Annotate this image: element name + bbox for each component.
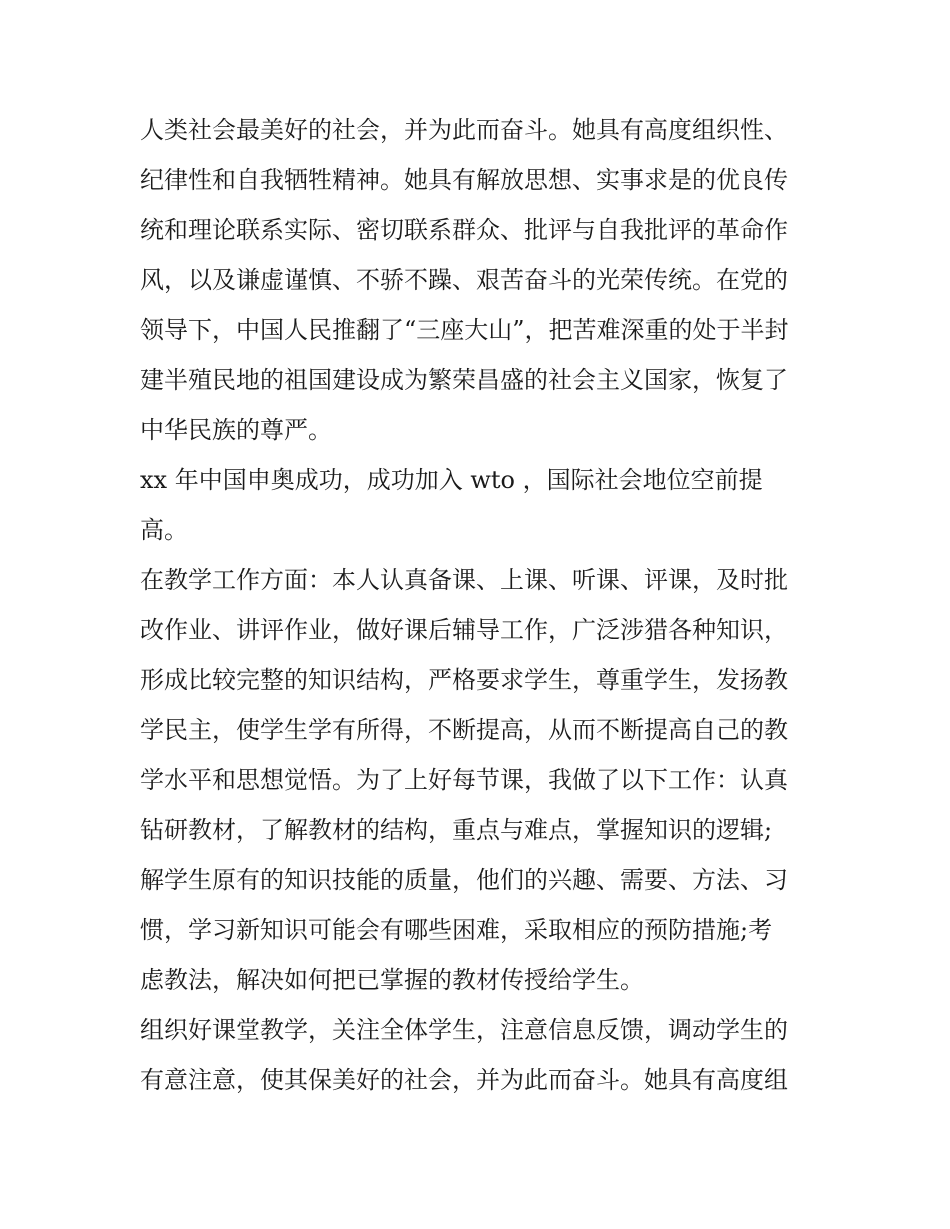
paragraph-4 [140,1005,830,1105]
document-body [140,105,830,1105]
text-line: xx 年中国申奥成功，成功加入 wto ，国际社会地位空前提 [140,466,763,494]
text-line: 解学生原有的知识技能的质量，他们的兴趣、需要、方法、习 [140,866,788,894]
text-line: 领导下，中国人民推翻了“三座大山”，把苦难深重的处于半封 [140,316,789,344]
text-line: 改作业、讲评作业，做好课后辅导工作，广泛涉猎各种知识， [140,616,788,644]
text-line: 学水平和思想觉悟。为了上好每节课，我做了以下工作：认真 [140,766,788,794]
text-line: 统和理论联系实际、密切联系群众、批评与自我批评的革命作 [140,216,788,244]
text-line: 建半殖民地的祖国建设成为繁荣昌盛的社会主义国家，恢复了 [140,366,788,394]
text-line: 有意注意，使其保美好的社会，并为此而奋斗。她具有高度组 [140,1066,788,1094]
text-line: 学民主，使学生学有所得，不断提高，从而不断提高自己的教 [140,716,788,744]
text-line: 虑教法，解决如何把已掌握的教材传授给学生。 [140,966,644,994]
text-line: 风，以及谦虚谨慎、不骄不躁、艰苦奋斗的光荣传统。在党的 [140,266,788,294]
text-line: 中华民族的尊严。 [140,416,332,444]
text-line: 在教学工作方面：本人认真备课、上课、听课、评课，及时批 [140,566,788,594]
text-line: 组织好课堂教学，关注全体学生，注意信息反馈，调动学生的 [140,1016,788,1044]
paragraph-1 [140,105,830,455]
text-line: 纪律性和自我牺牲精神。她具有解放思想、实事求是的优良传 [140,166,788,194]
text-line: 惯，学习新知识可能会有哪些困难，采取相应的预防措施;考 [140,916,773,944]
paragraph-3 [140,555,830,1005]
text-line: 高。 [140,516,188,544]
text-line: 形成比较完整的知识结构，严格要求学生，尊重学生，发扬教 [140,666,788,694]
text-line: 钻研教材，了解教材的结构，重点与难点，掌握知识的逻辑; [140,816,773,844]
text-line: 人类社会最美好的社会，并为此而奋斗。她具有高度组织性、 [140,116,788,144]
paragraph-2 [140,455,830,555]
